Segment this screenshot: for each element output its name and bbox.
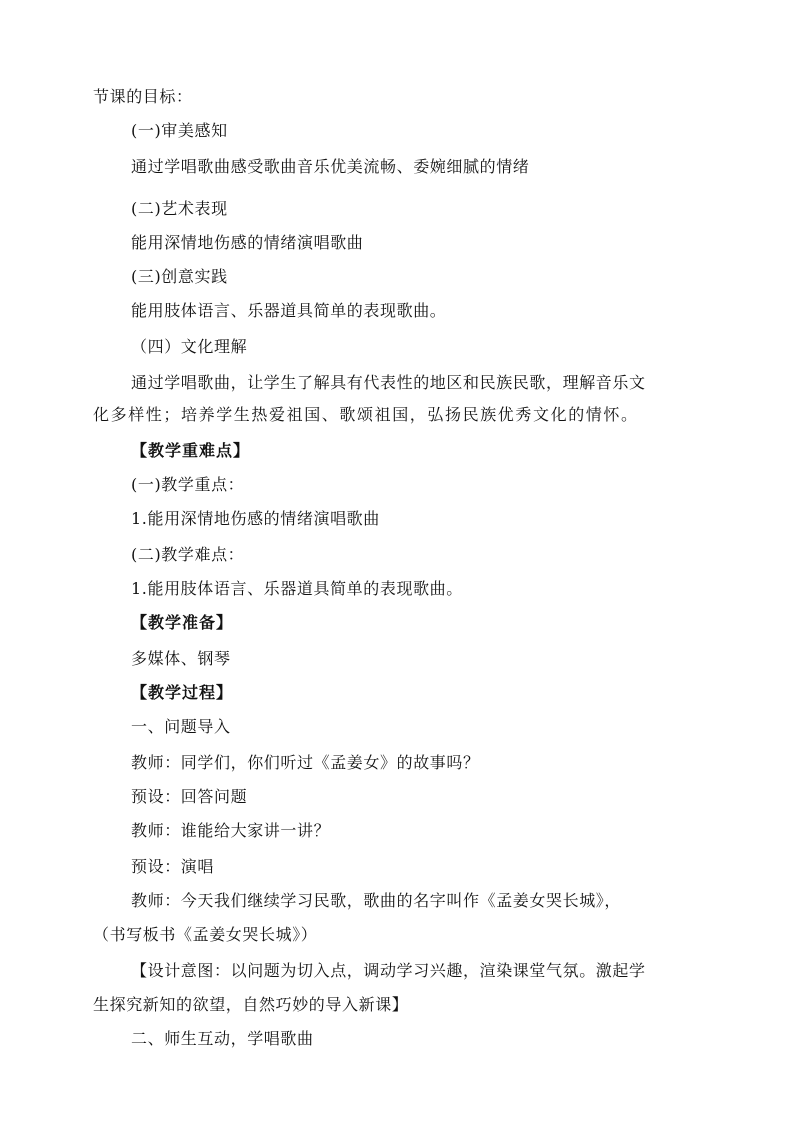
preparation-text: 多媒体、钢琴 bbox=[131, 649, 231, 668]
subheading-key-point: (一)教学重点： bbox=[131, 475, 245, 494]
teacher-line-2: 教师：谁能给大家讲一讲？ bbox=[131, 821, 331, 840]
difficult-point-item: 1.能用肢体语言、乐器道具简单的表现歌曲。 bbox=[131, 579, 463, 598]
intro-line: 节课的目标： bbox=[93, 87, 193, 106]
design-intent-line2: 生探究新知的欲望，自然巧妙的导入新课】 bbox=[93, 995, 409, 1014]
process-step-one-heading: 一、问题导入 bbox=[131, 717, 231, 736]
design-intent-line1: 【设计意图：以问题为切入点，调动学习兴趣，渲染课堂气氛。激起学 bbox=[131, 961, 646, 980]
objective-text-culture-line2: 化多样性；培养学生热爱祖国、歌颂祖国，弘扬民族优秀文化的情怀。 bbox=[93, 405, 639, 424]
section-heading-process: 【教学过程】 bbox=[131, 683, 234, 702]
objective-heading-creative: (三)创意实践 bbox=[131, 267, 228, 286]
teacher-line-1: 教师：同学们，你们听过《孟姜女》的故事吗？ bbox=[131, 753, 480, 772]
section-heading-key-points: 【教学重难点】 bbox=[131, 441, 251, 460]
objective-text-art: 能用深情地伤感的情绪演唱歌曲 bbox=[131, 233, 364, 252]
objective-text-creative: 能用肢体语言、乐器道具简单的表现歌曲。 bbox=[131, 301, 447, 320]
board-writing-note: （书写板书《孟姜女哭长城》） bbox=[93, 925, 318, 944]
preset-line-1: 预设：回答问题 bbox=[131, 787, 248, 806]
teacher-line-3: 教师：今天我们继续学习民歌，歌曲的名字叫作《孟姜女哭长城》， bbox=[131, 891, 622, 910]
section-heading-preparation: 【教学准备】 bbox=[131, 613, 234, 632]
objective-heading-art: (二)艺术表现 bbox=[131, 199, 228, 218]
subheading-difficult-point: (二)教学难点： bbox=[131, 545, 245, 564]
objective-heading-culture: （四）文化理解 bbox=[131, 337, 248, 356]
objective-heading-aesthetic: (一)审美感知 bbox=[131, 121, 228, 140]
objective-text-aesthetic: 通过学唱歌曲感受歌曲音乐优美流畅、委婉细腻的情绪 bbox=[131, 157, 530, 176]
key-point-item: 1.能用深情地伤感的情绪演唱歌曲 bbox=[131, 509, 380, 528]
process-step-two-heading: 二、师生互动，学唱歌曲 bbox=[131, 1029, 314, 1048]
preset-line-2: 预设：演唱 bbox=[131, 857, 215, 876]
objective-text-culture-line1: 通过学唱歌曲，让学生了解具有代表性的地区和民族民歌，理解音乐文 bbox=[131, 373, 646, 392]
